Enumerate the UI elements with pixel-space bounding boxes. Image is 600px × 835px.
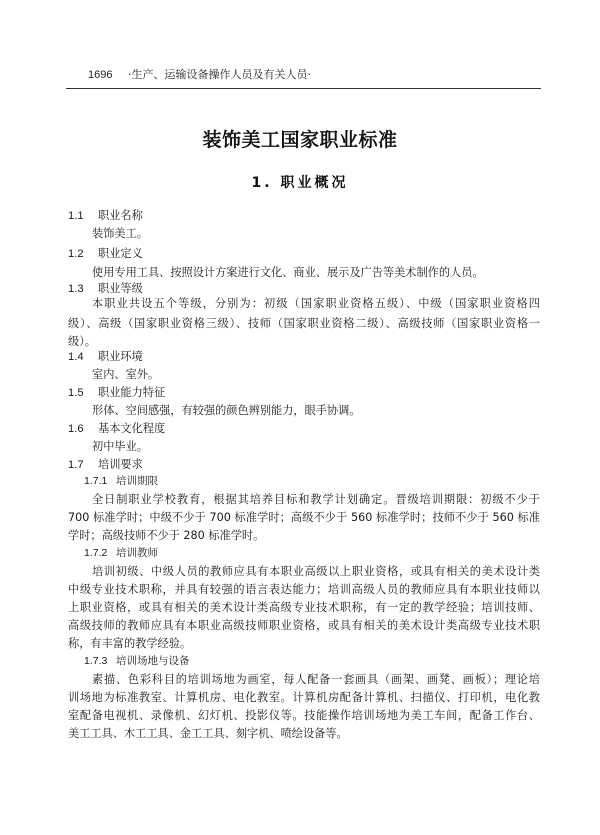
- paragraph-line: 学时；高级技师不少于 280 标准学时。: [68, 529, 265, 542]
- section-number: 1.5: [68, 387, 84, 399]
- section-title: 职业名称: [98, 209, 143, 222]
- section-title: 培训要求: [98, 458, 143, 471]
- paragraph-line: 级）、高级（国家职业资格三级）、技师（国家职业资格二级）、高级技师（国家职业资格一: [68, 317, 540, 330]
- document-title: 装饰美工国家职业标准: [202, 129, 398, 151]
- paragraph-line: 初中毕业。: [92, 440, 148, 453]
- section-heading-1-7: [68, 459, 143, 471]
- subsection-title: 培训期限: [116, 475, 158, 487]
- section-title: 职业环境: [98, 350, 143, 363]
- paragraph-line: 本职业共设五个等级，分别为：初级（国家职业资格五级）、中级（国家职业资格四: [92, 297, 540, 310]
- section-title: 职业定义: [98, 247, 143, 260]
- paragraph-line: 700 标准学时；中级不少于 700 标准学时；高级不少于 560 标准学时；技师不少于 560 标准: [68, 511, 540, 524]
- subsection-number: 1.7.2: [84, 547, 108, 559]
- subsection-title: 培训教师: [116, 547, 158, 559]
- paragraph-line: 高级技师的教师应具有本职业高级技师职业资格，或具有相关的美术设计类高级专业技术职: [68, 619, 540, 632]
- section-heading-1-5: [68, 387, 165, 399]
- header-rule: [66, 88, 541, 89]
- paragraph-line: 室配备电视机、录像机、幻灯机、投影仪等。技能操作培训场地为美工车间，配备工作台、: [68, 709, 540, 722]
- paragraph-line: 称，有丰富的教学经验。: [68, 637, 192, 650]
- section-heading-1-6: [68, 423, 165, 435]
- subsection-heading-1-7-2: [84, 548, 158, 559]
- subsection-number: 1.7.3: [84, 655, 108, 667]
- paragraph-line: 美工工具、木工工具、金工工具、刻字机、喷绘设备等。: [68, 727, 348, 740]
- section-number: 1.1: [68, 210, 84, 222]
- paragraph-line: 形体、空间感强，有较强的颜色辨别能力，眼手协调。: [92, 404, 361, 417]
- paragraph-line: 装饰美工。: [92, 227, 148, 240]
- subsection-heading-1-7-3: [84, 656, 190, 667]
- running-title: ·生产、运输设备操作人员及有关人员·: [127, 68, 311, 81]
- paragraph-line: 全日制职业学校教育，根据其培养目标和教学计划确定。晋级培训期限：初级不少于: [92, 493, 540, 506]
- section-title: 职业能力特征: [98, 386, 166, 399]
- section-title: 基本文化程度: [98, 422, 166, 435]
- paragraph-line: 使用专用工具、按照设计方案进行文化、商业、展示及广告等美术制作的人员。: [92, 266, 484, 279]
- section-number: 1.3: [68, 283, 84, 295]
- section-number: 1.4: [68, 351, 84, 363]
- subsection-number: 1.7.1: [84, 475, 108, 487]
- section-heading-1-2: [68, 248, 143, 260]
- section-number: 1.2: [68, 248, 84, 260]
- page-number: 1696: [88, 69, 113, 81]
- paragraph-line: 室内、室外。: [92, 368, 160, 381]
- section-heading-1-4: [68, 351, 143, 363]
- paragraph-line: 上职业资格，或具有相关的美术设计类高级专业技术职称，有一定的教学经验；培训技师、: [68, 601, 540, 614]
- section-heading-1-1: [68, 210, 143, 222]
- section-number: 1.7: [68, 459, 84, 471]
- paragraph-line: 中级专业技术职称，并具有较强的语言表达能力；培训高级人员的教师应具有本职业技师以: [68, 583, 540, 596]
- subsection-heading-1-7-1: [84, 476, 158, 487]
- subsection-title: 培训场地与设备: [116, 655, 190, 667]
- paragraph-line: 训场地为标准教室、计算机房、电化教室。计算机房配备计算机、扫描仪、打印机，电化教: [68, 691, 540, 704]
- section-number: 1.6: [68, 423, 84, 435]
- chapter-heading: 1. 职业概况: [251, 175, 349, 191]
- paragraph-line: 培训初级、中级人员的教师应具有本职业高级以上职业资格，或具有相关的美术设计类: [92, 565, 540, 578]
- paragraph-line: 级）。: [68, 335, 96, 348]
- running-header: [88, 66, 311, 82]
- section-heading-1-3: [68, 283, 143, 295]
- section-title: 职业等级: [98, 282, 143, 295]
- paragraph-line: 素描、色彩科目的培训场地为画室，每人配备一套画具（画架、画凳、画板）；理论培: [92, 673, 540, 686]
